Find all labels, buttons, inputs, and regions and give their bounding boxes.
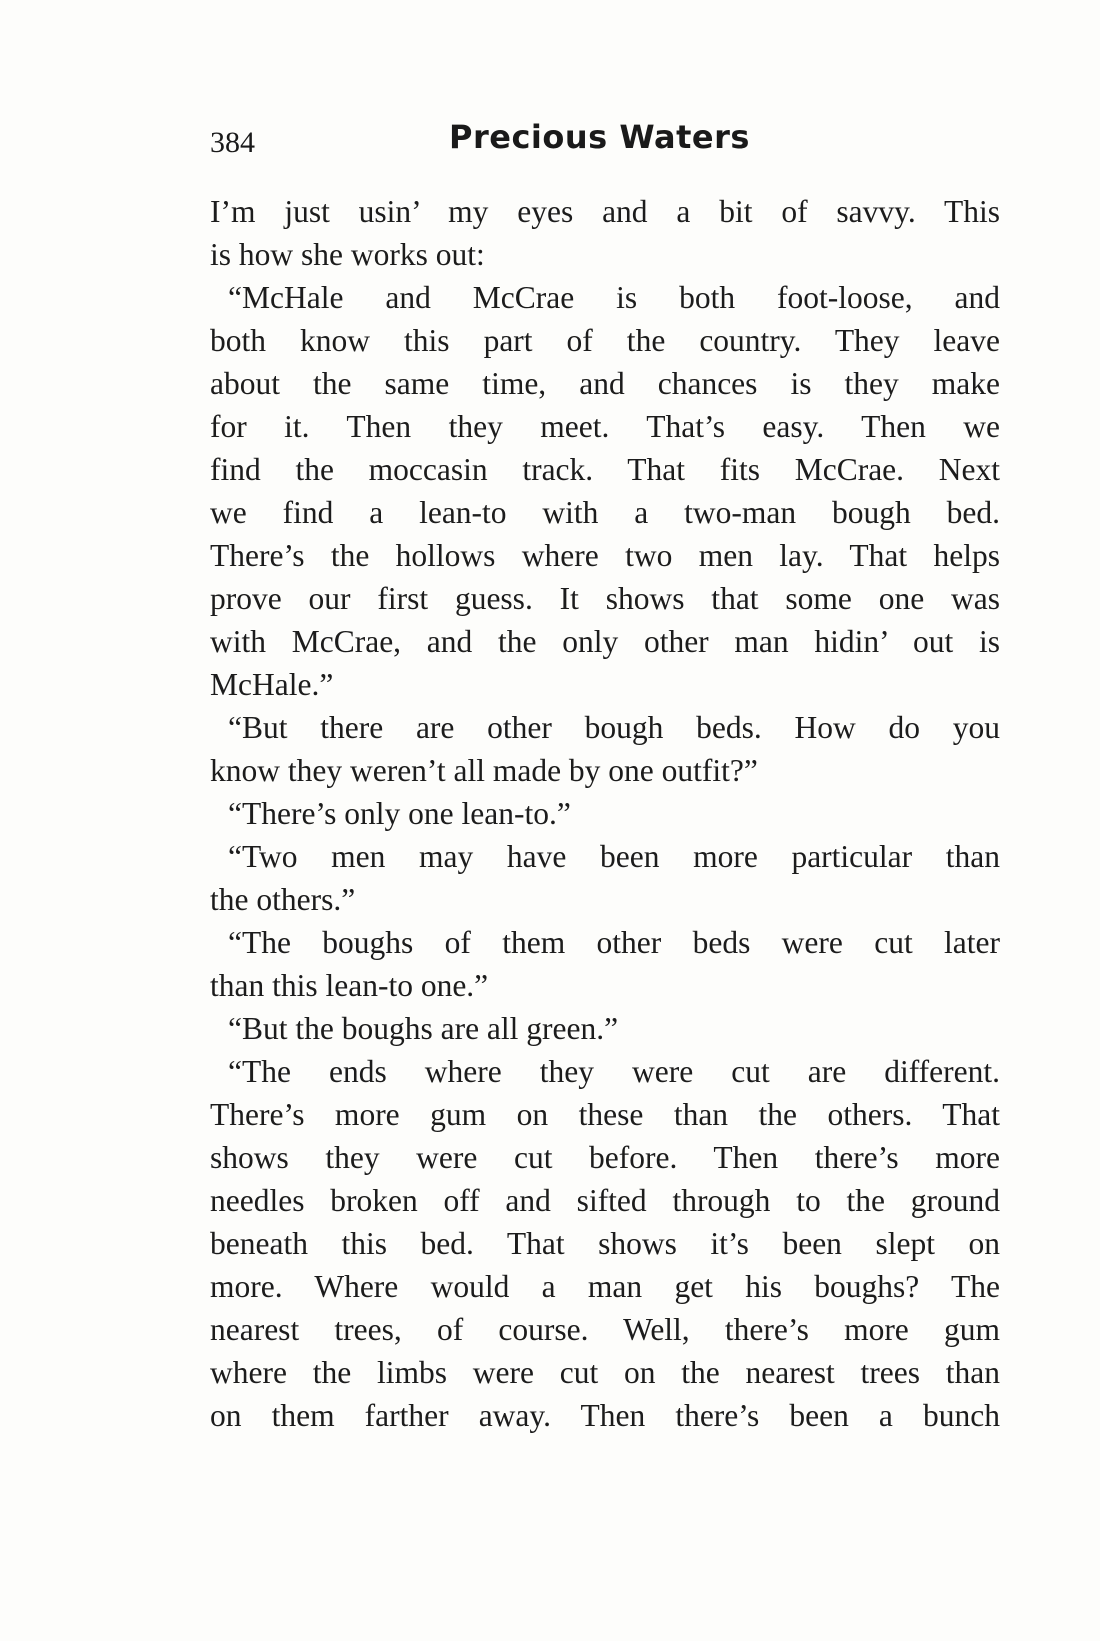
- text-line: “The ends where they were cut are different.: [228, 1054, 1000, 1089]
- text-line: “The boughs of them other beds were cut later: [228, 925, 1000, 960]
- text-line: find the moccasin track. That fits McCrae. Next: [210, 452, 1000, 487]
- text-line: is how she works out:: [210, 237, 485, 272]
- text-line: prove our first guess. It shows that some one was: [210, 581, 1000, 616]
- text-line: know they weren’t all made by one outfit?”: [210, 753, 758, 788]
- text-line: on them farther away. Then there’s been a bunch: [210, 1398, 1000, 1433]
- text-line: than this lean-to one.”: [210, 968, 489, 1003]
- text-line: There’s more gum on these than the others. That: [210, 1097, 1000, 1132]
- text-line: nearest trees, of course. Well, there’s more gum: [210, 1312, 1000, 1347]
- body-text: [210, 190, 1000, 1437]
- text-line: where the limbs were cut on the nearest trees than: [210, 1355, 1000, 1390]
- text-line: we find a lean-to with a two-man bough bed.: [210, 495, 1000, 530]
- text-line: the others.”: [210, 882, 356, 917]
- text-line: I’m just usin’ my eyes and a bit of savvy. This: [210, 194, 1000, 229]
- running-title: Precious Waters: [449, 118, 750, 156]
- text-line: “But the boughs are all green.”: [228, 1011, 619, 1046]
- text-line: both know this part of the country. They leave: [210, 323, 1000, 358]
- text-line: McHale.”: [210, 667, 334, 702]
- text-line: about the same time, and chances is they make: [210, 366, 1000, 401]
- text-line: “There’s only one lean-to.”: [228, 796, 571, 831]
- text-line: beneath this bed. That shows it’s been slept on: [210, 1226, 1000, 1261]
- text-line: “But there are other bough beds. How do you: [228, 710, 1000, 745]
- text-line: more. Where would a man get his boughs? The: [210, 1269, 1000, 1304]
- text-line: shows they were cut before. Then there’s more: [210, 1140, 1000, 1175]
- text-line: needles broken off and sifted through to the ground: [210, 1183, 1000, 1218]
- text-line: “McHale and McCrae is both foot-loose, and: [228, 280, 1000, 315]
- text-line: “Two men may have been more particular than: [228, 839, 1000, 874]
- text-line: There’s the hollows where two men lay. That helps: [210, 538, 1000, 573]
- text-line: with McCrae, and the only other man hidin’ out is: [210, 624, 1000, 659]
- text-line: for it. Then they meet. That’s easy. Then we: [210, 409, 1000, 444]
- page-header: [210, 118, 1000, 168]
- page-number: 384: [210, 126, 255, 159]
